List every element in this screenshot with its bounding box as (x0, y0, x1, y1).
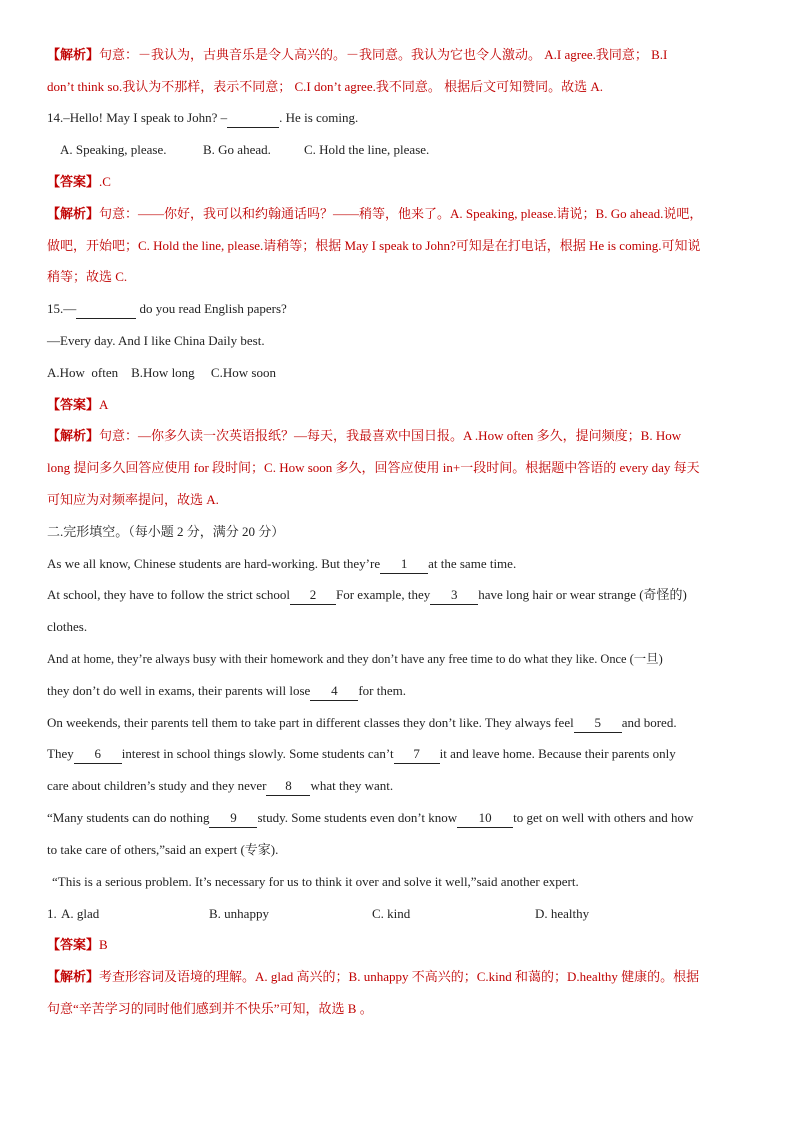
blank-9: 9 (209, 809, 257, 828)
cloze-paragraph-line: And at home, they’re always busy with their homework and they don’t have any free time to do what they like. Once (一旦) (47, 652, 663, 666)
q13-analysis-line (47, 46, 667, 64)
stem-text: do you read English papers? (136, 301, 287, 316)
option-d: D. healthy (535, 906, 590, 921)
passage-text: They (47, 746, 74, 761)
cloze-q1-options (47, 905, 589, 923)
option-c: C. Hold the line, please. (304, 142, 430, 157)
answer-value: A (99, 397, 109, 412)
passage-text: what they want. (310, 778, 394, 793)
blank-4: 4 (310, 682, 358, 701)
cloze-paragraph-line: to take care of others,”said an expert (专家). (47, 842, 279, 857)
analysis-tag: 【解析】 (47, 969, 100, 984)
passage-text: “Many students can do nothing (47, 810, 210, 825)
cloze-paragraph-line (47, 809, 693, 828)
q15-answer (47, 396, 108, 414)
passage-text: At school, they have to follow the strict school (47, 587, 290, 602)
passage-text: On weekends, their parents tell them to take part in different classes they don’t like. They always feel (47, 715, 574, 730)
option-b: B. unhappy (209, 906, 269, 921)
passage-text: For example, they (335, 587, 431, 602)
passage-text: and bored. (621, 715, 677, 730)
option-a: A. glad (61, 906, 100, 921)
q14-stem (47, 109, 358, 128)
cloze-paragraph-line (47, 745, 676, 764)
answer-blank (227, 109, 279, 128)
passage-text: As we all know, Chinese students are hard-working. But they’re (47, 556, 381, 571)
blank-1: 1 (380, 555, 428, 574)
q14-analysis-line: 做吧，开始吧；C. Hold the line, please.请稍等；根据 May I speak to John?可知是在打电话，根据 He is coming.可知说 (47, 238, 701, 253)
passage-text: to get on well with others and how (513, 810, 694, 825)
stem-text: . He is coming. (279, 110, 359, 125)
passage-text: study. Some students even don’t know (257, 810, 458, 825)
q14-analysis-line (47, 205, 702, 223)
q15-analysis-line: long 提问多久回答应使用 for 段时间；C. How soon 多久，回答应使用 in+一段时间。根据题中答语的 every day 每天 (47, 460, 700, 475)
cloze-paragraph-line (47, 586, 687, 605)
blank-10: 10 (457, 809, 513, 828)
q15-options: A.How often B.How long C.How soon (47, 365, 276, 380)
q14-analysis-line: 稍等；故选 C. (47, 269, 128, 284)
cloze-paragraph-line (47, 777, 393, 796)
answer-tag: 【答案】 (47, 397, 100, 412)
analysis-tag: 【解析】 (47, 428, 100, 443)
q15-stem (47, 300, 287, 319)
cloze-paragraph-line (47, 555, 516, 574)
passage-text: have long hair or wear strange (奇怪的) (478, 587, 687, 602)
q14-options (60, 141, 429, 159)
analysis-text: 考查形容词及语境的理解。A. glad 高兴的；B. unhappy 不高兴的；C.kind 和蔼的；D.healthy 健康的。根据 (99, 969, 700, 984)
blank-2: 2 (290, 586, 336, 605)
blank-6: 6 (74, 745, 122, 764)
analysis-text: 句意：—你多久读一次英语报纸？—每天，我最喜欢中国日报。A .How often 多久，提问频度；B. How (99, 428, 682, 443)
passage-text: they don’t do well in exams, their parents will lose (47, 683, 311, 698)
analysis-text: 句意：——你好，我可以和约翰通话吗？——稍等，他来了。A. Speaking, please.请说；B. Go ahead.说吧， (99, 206, 703, 221)
answer-tag: 【答案】 (47, 174, 100, 189)
option-a: A. Speaking, please. (60, 142, 167, 157)
passage-text: it and leave home. Because their parents only (439, 746, 676, 761)
analysis-tag: 【解析】 (47, 206, 100, 221)
cloze-q1-analysis-line (47, 968, 699, 986)
section-heading: 二.完形填空。（每小题 2 分，满分 20 分） (47, 524, 285, 539)
passage-text: for them. (358, 683, 406, 698)
stem-text: 14.–Hello! May I speak to John? – (47, 110, 228, 125)
passage-text: at the same time. (428, 556, 517, 571)
q14-answer (47, 173, 111, 191)
blank-8: 8 (266, 777, 310, 796)
answer-value: B (99, 937, 108, 952)
blank-7: 7 (394, 745, 440, 764)
passage-text: interest in school things slowly. Some students can’t (121, 746, 394, 761)
q15-analysis-line (47, 427, 681, 445)
answer-value: .C (99, 174, 111, 189)
option-c: C. kind (372, 906, 411, 921)
q13-analysis-line: don’t think so.我认为不那样，表示不同意； C.I don’t agree.我不同意。 根据后文可知赞同。故选 A. (47, 79, 603, 94)
blank-5: 5 (574, 714, 622, 733)
cloze-paragraph-line (47, 714, 677, 733)
answer-blank (76, 300, 136, 319)
answer-tag: 【答案】 (47, 937, 100, 952)
analysis-text: 句意：－我认为，古典音乐是令人高兴的。－我同意。我认为它也令人激动。 A.I agree.我同意； B.I (99, 47, 668, 62)
cloze-paragraph-line: “This is a serious problem. It’s necessary for us to think it over and solve it well,”said another expert. (52, 874, 579, 889)
blank-3: 3 (430, 586, 478, 605)
passage-text: care about children’s study and they never (47, 778, 267, 793)
q15-reply: —Every day. And I like China Daily best. (47, 333, 265, 348)
cloze-q1-answer (47, 936, 108, 954)
analysis-tag: 【解析】 (47, 47, 100, 62)
cloze-paragraph-line (47, 682, 406, 701)
q15-analysis-line: 可知应为对频率提问，故选 A. (47, 492, 219, 507)
stem-text: 15.— (47, 301, 77, 316)
cloze-q1-analysis-line: 句意“辛苦学习的同时他们感到并不快乐”可知，故选 B 。 (47, 1001, 373, 1016)
question-number: 1. (47, 906, 57, 921)
cloze-paragraph-line: clothes. (47, 619, 88, 634)
option-b: B. Go ahead. (203, 142, 271, 157)
